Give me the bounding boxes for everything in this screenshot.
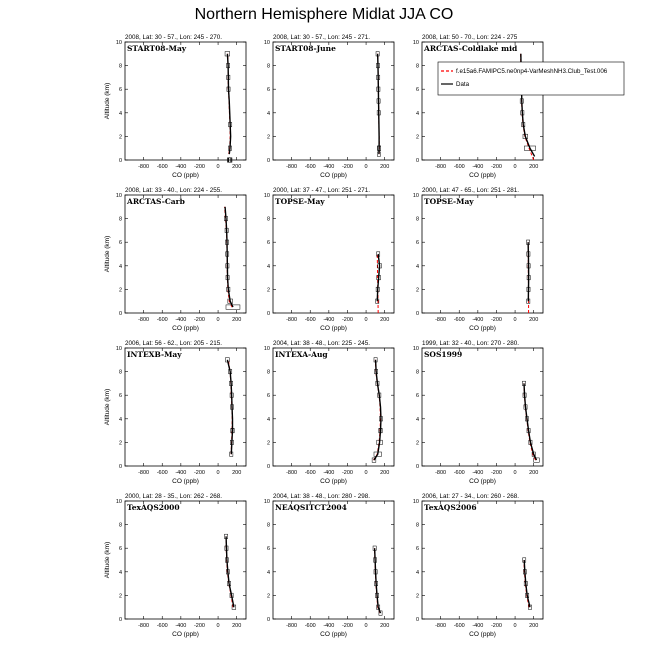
x-tick-label: 0: [216, 623, 220, 629]
legend-box: [438, 62, 624, 95]
x-axis-label: CO (ppb): [172, 325, 199, 332]
y-tick-label: 2: [415, 440, 419, 447]
x-tick-label: 0: [364, 317, 368, 323]
x-tick-label: -200: [341, 623, 353, 629]
x-tick-label: -600: [304, 470, 316, 476]
panel-info-label: 1999, Lat: 32 - 40., Lon: 270 - 280.: [422, 340, 519, 347]
y-tick-label: 2: [415, 134, 419, 141]
y-tick-label: 10: [115, 193, 122, 199]
x-tick-label: -400: [175, 623, 187, 629]
y-tick-label: 10: [263, 193, 270, 199]
y-tick-label: 0: [118, 311, 122, 317]
panel-name-label: NEAQSITCT2004: [275, 503, 347, 512]
y-tick-label: 8: [266, 216, 270, 223]
y-tick-label: 6: [118, 87, 122, 94]
x-tick-label: -800: [286, 623, 298, 629]
x-axis-label: CO (ppb): [320, 631, 347, 638]
y-tick-label: 2: [266, 593, 270, 600]
y-tick-label: 10: [115, 40, 122, 46]
x-tick-label: -800: [435, 470, 447, 476]
panel-name-label: SOS1999: [424, 350, 463, 359]
x-tick-label: 0: [364, 470, 368, 476]
y-tick-label: 10: [412, 499, 419, 505]
x-tick-label: -800: [286, 317, 298, 323]
x-tick-label: 200: [380, 164, 390, 170]
panel-name-label: TOPSE-May: [424, 197, 474, 206]
chart-panel: [104, 340, 246, 485]
y-tick-label: 4: [118, 569, 122, 576]
chart-panel: [413, 340, 543, 485]
panel-info-label: 2000, Lat: 28 - 35., Lon: 262 - 268.: [125, 493, 222, 500]
x-tick-label: -400: [175, 317, 187, 323]
x-tick-label: -200: [193, 470, 205, 476]
x-tick-label: -200: [490, 164, 502, 170]
y-tick-label: 2: [415, 287, 419, 294]
x-tick-label: 0: [216, 317, 220, 323]
chart-panel: [104, 34, 246, 179]
plot-frame: [273, 42, 394, 160]
y-axis-label: Altitude (km): [104, 235, 111, 273]
x-tick-label: 200: [380, 470, 390, 476]
y-tick-label: 4: [266, 263, 270, 270]
x-tick-label: -400: [472, 470, 484, 476]
y-tick-label: 2: [118, 134, 122, 141]
x-tick-label: -200: [193, 164, 205, 170]
x-tick-label: 0: [513, 470, 517, 476]
panel-info-label: 2004, Lat: 38 - 48., Lon: 280 - 298.: [273, 493, 370, 500]
y-tick-label: 4: [266, 416, 270, 423]
x-tick-label: -600: [453, 470, 465, 476]
x-axis-label: CO (ppb): [172, 631, 199, 638]
x-tick-label: 0: [513, 317, 517, 323]
chart-panel: [413, 493, 543, 638]
x-tick-label: -400: [323, 623, 335, 629]
x-axis-label: CO (ppb): [320, 325, 347, 332]
y-tick-label: 6: [266, 546, 270, 553]
data-series-line: [528, 242, 529, 301]
plot-frame: [125, 348, 246, 466]
panel-name-label: START08-May: [127, 44, 187, 53]
x-tick-label: -600: [156, 623, 168, 629]
x-axis-label: CO (ppb): [469, 478, 496, 485]
x-tick-label: -800: [286, 164, 298, 170]
panel-info-label: 2008, Lat: 30 - 57., Lon: 245 - 271.: [273, 34, 370, 41]
y-tick-label: 0: [118, 158, 122, 164]
y-tick-label: 10: [263, 40, 270, 46]
x-axis-label: CO (ppb): [320, 172, 347, 179]
y-tick-label: 0: [415, 617, 419, 623]
y-axis-label: Altitude (km): [104, 541, 111, 579]
y-tick-label: 0: [266, 617, 270, 623]
panel-info-label: 2008, Lat: 30 - 57., Lon: 245 - 270.: [125, 34, 222, 41]
x-tick-label: 200: [529, 623, 539, 629]
y-tick-label: 10: [412, 193, 419, 199]
y-tick-label: 6: [266, 240, 270, 247]
y-tick-label: 10: [412, 346, 419, 352]
y-tick-label: 6: [118, 546, 122, 553]
data-series-line: [225, 207, 233, 307]
x-tick-label: -200: [341, 317, 353, 323]
y-tick-label: 10: [263, 346, 270, 352]
y-tick-label: 2: [415, 593, 419, 600]
y-tick-label: 4: [118, 110, 122, 117]
y-tick-label: 8: [118, 369, 122, 376]
y-tick-label: 4: [118, 416, 122, 423]
x-tick-label: 200: [529, 317, 539, 323]
x-tick-label: -600: [156, 164, 168, 170]
x-tick-label: 200: [232, 623, 242, 629]
panel-name-label: TOPSE-May: [275, 197, 325, 206]
x-tick-label: -600: [156, 317, 168, 323]
x-axis-label: CO (ppb): [172, 478, 199, 485]
y-tick-label: 0: [266, 311, 270, 317]
chart-panel: [413, 187, 543, 332]
y-tick-label: 8: [266, 369, 270, 376]
x-tick-label: -800: [435, 317, 447, 323]
x-tick-label: -400: [472, 164, 484, 170]
data-series-line: [227, 54, 230, 154]
y-tick-label: 0: [118, 464, 122, 470]
y-tick-label: 10: [263, 499, 270, 505]
x-tick-label: -200: [193, 623, 205, 629]
panel-info-label: 2000, Lat: 37 - 47., Lon: 251 - 271.: [273, 187, 370, 194]
y-tick-label: 8: [415, 522, 419, 529]
y-tick-label: 8: [118, 522, 122, 529]
legend-label: f.e15a6.FAMIPC5.ne0np4-VarMeshNH3.Club_Test.006: [456, 68, 608, 75]
plot-frame: [125, 501, 246, 619]
y-tick-label: 8: [415, 216, 419, 223]
x-tick-label: 0: [513, 623, 517, 629]
x-tick-label: -400: [323, 470, 335, 476]
y-tick-label: 0: [415, 311, 419, 317]
x-tick-label: -200: [490, 470, 502, 476]
x-tick-label: -200: [193, 317, 205, 323]
x-tick-label: -200: [341, 164, 353, 170]
y-tick-label: 6: [118, 393, 122, 400]
panel-info-label: 2006, Lat: 56 - 62., Lon: 205 - 215.: [125, 340, 222, 347]
x-tick-label: 200: [232, 164, 242, 170]
panel-name-label: TexAQS2000: [127, 503, 180, 512]
panel-info-label: 2008, Lat: 50 - 70., Lon: 224 - 275: [422, 34, 518, 41]
x-tick-label: -600: [304, 164, 316, 170]
y-tick-label: 10: [115, 499, 122, 505]
chart-panel: [264, 187, 394, 332]
y-tick-label: 2: [118, 287, 122, 294]
chart-panel: [104, 493, 246, 638]
model-series-line: [524, 383, 536, 460]
y-tick-label: 0: [266, 158, 270, 164]
x-axis-label: CO (ppb): [469, 172, 496, 179]
y-tick-label: 6: [266, 87, 270, 94]
y-tick-label: 6: [266, 393, 270, 400]
y-tick-label: 0: [415, 158, 419, 164]
panel-info-label: 2006, Lat: 27 - 34., Lon: 260 - 268.: [422, 493, 519, 500]
y-tick-label: 4: [415, 110, 419, 117]
chart-panel: [104, 187, 246, 332]
y-tick-label: 6: [118, 240, 122, 247]
x-tick-label: 200: [529, 470, 539, 476]
x-axis-label: CO (ppb): [469, 631, 496, 638]
panel-name-label: TexAQS2006: [424, 503, 477, 512]
x-tick-label: -800: [138, 317, 150, 323]
y-tick-label: 2: [266, 134, 270, 141]
x-tick-label: -800: [286, 470, 298, 476]
plot-frame: [273, 195, 394, 313]
data-series-line: [378, 54, 379, 154]
y-tick-label: 4: [266, 569, 270, 576]
x-tick-label: 0: [216, 164, 220, 170]
panel-info-label: 2000, Lat: 47 - 65., Lon: 251 - 281.: [422, 187, 519, 194]
x-tick-label: -400: [175, 470, 187, 476]
x-tick-label: 200: [232, 317, 242, 323]
chart-panel: [264, 34, 394, 179]
chart-panel: [413, 34, 624, 179]
x-tick-label: -600: [304, 317, 316, 323]
x-tick-label: -600: [453, 623, 465, 629]
x-tick-label: 0: [513, 164, 517, 170]
x-tick-label: -600: [304, 623, 316, 629]
x-tick-label: -400: [323, 164, 335, 170]
y-tick-label: 0: [415, 464, 419, 470]
y-axis-label: Altitude (km): [104, 388, 111, 426]
y-tick-label: 6: [415, 393, 419, 400]
y-tick-label: 6: [415, 546, 419, 553]
y-tick-label: 4: [118, 263, 122, 270]
y-tick-label: 8: [415, 369, 419, 376]
y-tick-label: 8: [266, 522, 270, 529]
y-tick-label: 4: [415, 569, 419, 576]
y-tick-label: 2: [266, 440, 270, 447]
x-tick-label: 200: [380, 623, 390, 629]
x-tick-label: -600: [453, 164, 465, 170]
data-series-line: [524, 560, 530, 607]
x-tick-label: -400: [472, 317, 484, 323]
x-tick-label: -400: [472, 623, 484, 629]
x-tick-label: -800: [435, 623, 447, 629]
x-tick-label: -400: [323, 317, 335, 323]
chart-panel: [264, 340, 394, 485]
y-tick-label: 4: [415, 416, 419, 423]
y-tick-label: 8: [266, 63, 270, 70]
panel-info-label: 2004, Lat: 38 - 48., Lon: 225 - 245.: [273, 340, 370, 347]
x-tick-label: -200: [341, 470, 353, 476]
y-tick-label: 8: [118, 216, 122, 223]
y-tick-label: 10: [412, 40, 419, 46]
panel-name-label: ARCTAS-Carb: [127, 197, 185, 206]
data-series-line: [374, 360, 381, 460]
plot-frame: [422, 42, 543, 160]
legend-label: Data: [456, 81, 470, 88]
y-tick-label: 8: [118, 63, 122, 70]
y-axis-label: Altitude (km): [104, 82, 111, 120]
x-tick-label: -800: [138, 623, 150, 629]
y-tick-label: 0: [118, 617, 122, 623]
y-tick-label: 6: [415, 87, 419, 94]
y-tick-label: 2: [266, 287, 270, 294]
y-tick-label: 2: [118, 593, 122, 600]
x-axis-label: CO (ppb): [469, 325, 496, 332]
x-tick-label: -800: [138, 164, 150, 170]
x-tick-label: 200: [232, 470, 242, 476]
x-tick-label: -200: [490, 317, 502, 323]
x-tick-label: 200: [529, 164, 539, 170]
panel-name-label: START08-June: [275, 44, 336, 53]
x-axis-label: CO (ppb): [172, 172, 199, 179]
plot-frame: [422, 195, 543, 313]
legend: [438, 62, 624, 95]
panel-info-label: 2008, Lat: 33 - 40., Lon: 224 - 255.: [125, 187, 222, 194]
y-tick-label: 6: [415, 240, 419, 247]
figure-title: Northern Hemisphere Midlat JJA CO: [194, 6, 454, 23]
x-tick-label: -600: [156, 470, 168, 476]
y-tick-label: 2: [118, 440, 122, 447]
y-tick-label: 4: [415, 263, 419, 270]
x-tick-label: -400: [175, 164, 187, 170]
y-tick-label: 4: [266, 110, 270, 117]
x-tick-label: 0: [364, 164, 368, 170]
x-tick-label: -600: [453, 317, 465, 323]
panel-name-label: INTEXA-Aug: [275, 350, 328, 359]
y-tick-label: 0: [266, 464, 270, 470]
x-axis-label: CO (ppb): [320, 478, 347, 485]
chart-panel: [264, 493, 394, 638]
x-tick-label: -800: [435, 164, 447, 170]
x-tick-label: 200: [380, 317, 390, 323]
panel-name-label: INTEXB-May: [127, 350, 182, 359]
y-tick-label: 8: [415, 63, 419, 70]
y-tick-label: 10: [115, 346, 122, 352]
plot-frame: [273, 501, 394, 619]
x-tick-label: 0: [216, 470, 220, 476]
x-tick-label: -200: [490, 623, 502, 629]
x-tick-label: -800: [138, 470, 150, 476]
panel-name-label: ARCTAS-Coldlake mid: [424, 44, 518, 53]
data-series-line: [524, 383, 536, 460]
x-tick-label: 0: [364, 623, 368, 629]
